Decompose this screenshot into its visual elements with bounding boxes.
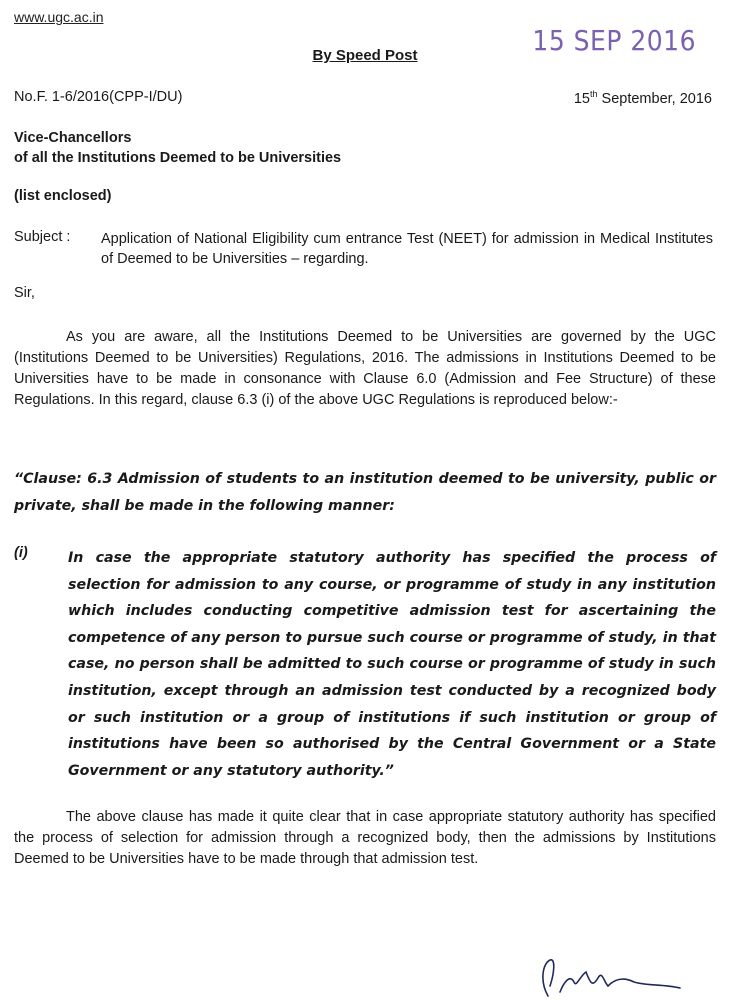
date-month-year: September, 2016 bbox=[597, 90, 712, 107]
received-date-stamp: 15 SEP 2016 bbox=[532, 24, 696, 57]
clause-item-text: In case the appropriate statutory authority has specified the process of selection for admission to any course, or programme of study in any institution which includes conducting competitive admission test for ascertaining the competence of any person to pursue such course or programme of study, in that case, no person shall be admitted to such course or programme of study in such institution, except through an admission test conducted by a recognized body or such institution or a group of institutions if such institution or group of institutions have been so authorised by the Central Government or a State Government or any statutory authority.” bbox=[68, 550, 716, 779]
date-day: 15 bbox=[573, 90, 590, 107]
clause-heading: “Clause: 6.3 Admission of students to an institution deemed to be university, public or private, shall be made in the following manner: bbox=[14, 471, 716, 514]
addressee-line-1: Vice-Chancellors bbox=[14, 130, 132, 146]
delivery-mode: By Speed Post bbox=[312, 47, 418, 64]
letter-date bbox=[574, 89, 712, 107]
salutation: Sir, bbox=[14, 285, 35, 301]
website-link[interactable]: www.ugc.ac.in bbox=[14, 9, 104, 25]
date-suffix: th bbox=[590, 89, 598, 99]
signature-mark bbox=[530, 952, 700, 1000]
enclosure-note: (list enclosed) bbox=[14, 188, 112, 204]
body-paragraph-2: The above clause has made it quite clear that in case appropriate statutory authority has specified the process of selection for admission through a recognized body, then the admissions by Institutions Deemed to be Universities have to be made through that admission test. bbox=[14, 809, 716, 867]
file-number: No.F. 1-6/2016(CPP-I/DU) bbox=[14, 89, 183, 105]
body-paragraph-1: As you are aware, all the Institutions Deemed to be Universities are governed by the UGC (Institutions Deemed to be Universities) Regulations, 2016. The admissions in Institutions Deemed to be Universities have to be made in consonance with Clause 6.0 (Admission and Fee Structure) of these Regulations. In this regard, clause 6.3 (i) of the above UGC Regulations is reproduced below:- bbox=[14, 329, 716, 408]
subject-text: Application of National Eligibility cum entrance Test (NEET) for admission in Medical Institutes of Deemed to be Universities – regarding. bbox=[101, 231, 713, 267]
subject-label: Subject : bbox=[14, 229, 71, 245]
addressee bbox=[14, 128, 341, 168]
clause-item-number: (i) bbox=[14, 545, 28, 561]
addressee-line-2: of all the Institutions Deemed to be Universities bbox=[14, 150, 342, 166]
